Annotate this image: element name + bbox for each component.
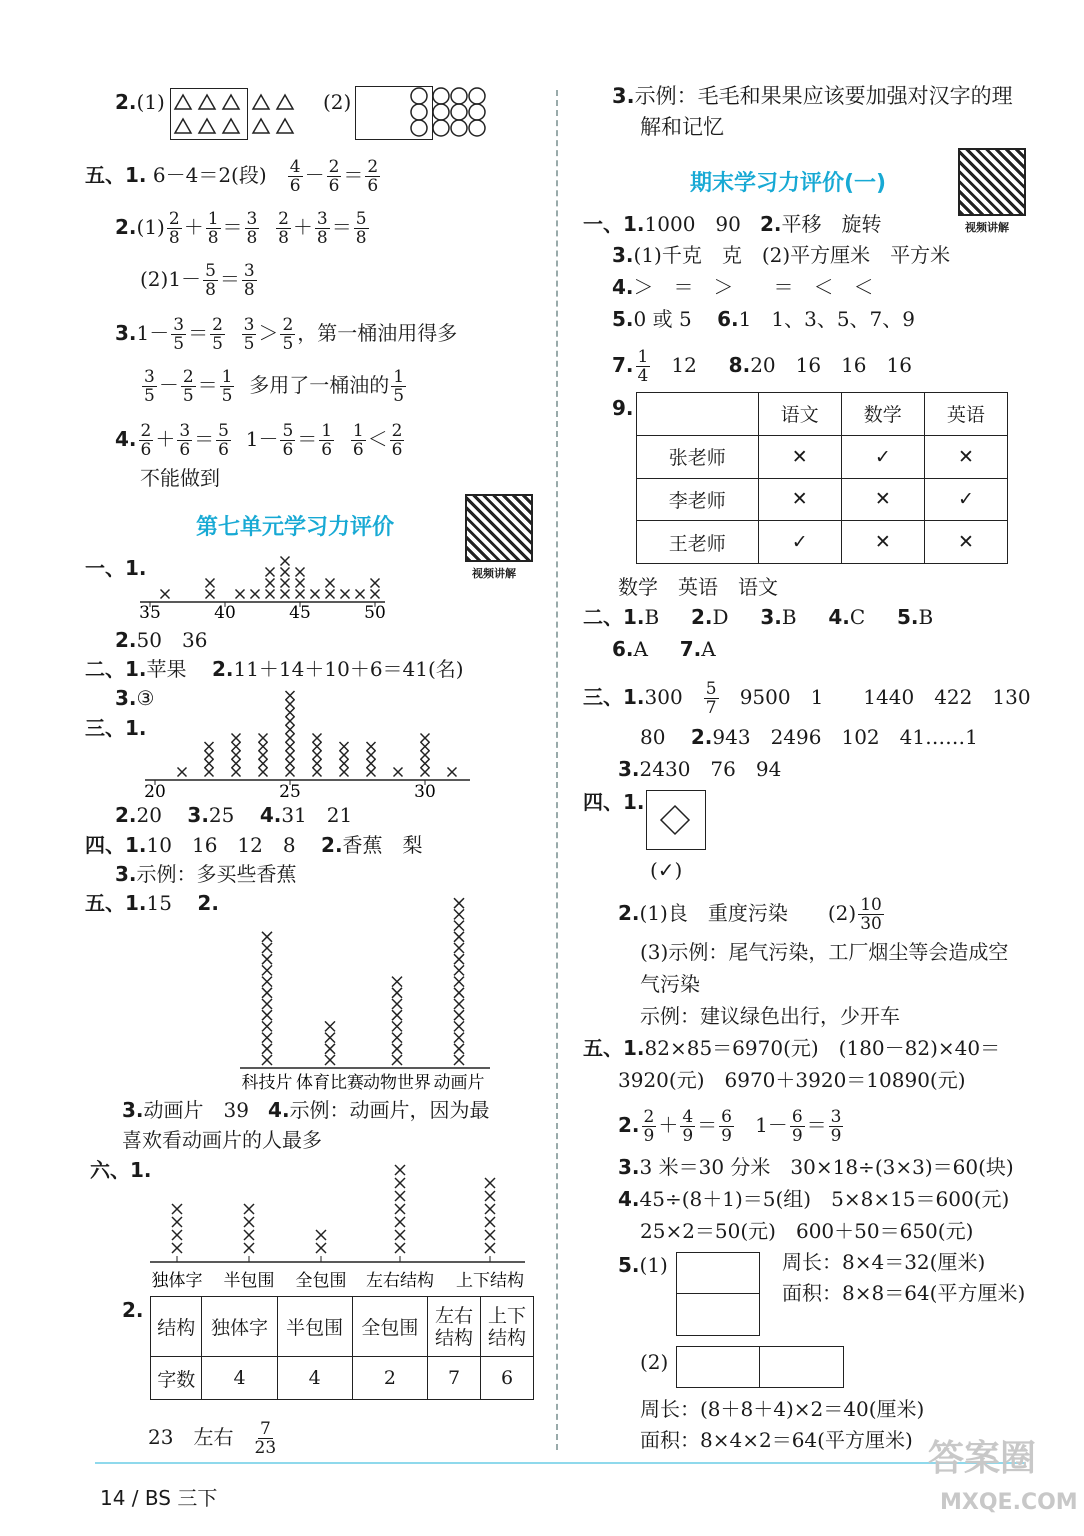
- fraction: $\frac{3}{9}$: [830, 1107, 842, 1146]
- answer-text: 苹果: [146, 657, 187, 681]
- fraction: $\frac{3}{8}$: [243, 261, 255, 300]
- answer-text: 喜欢看动画片的人最多: [122, 1128, 322, 1152]
- question-number: 2.: [211, 657, 234, 681]
- table-header: 英语: [924, 393, 1007, 436]
- answer-text: 1－: [136, 321, 170, 345]
- category-label: 半包围: [223, 1271, 275, 1291]
- question-number: 4.: [259, 803, 282, 827]
- answer-text: 解和记忆: [640, 115, 724, 139]
- answer-line: 3.1－ $\frac{3}{5}$ ＝ $\frac{2}{5}$ $\frac{3}{5}$ ＞ $\frac{2}{5}$ ，第一桶油用得多: [115, 315, 458, 354]
- watermark-logo: 答案圈: [928, 1438, 1037, 1479]
- answer-text: 示例：多买些香蕉: [136, 862, 297, 886]
- table-cell: ✕: [758, 478, 841, 521]
- fraction: $\frac{1}{4}$: [637, 347, 649, 386]
- question-number: 3.: [612, 84, 635, 108]
- table-header: 语文: [758, 393, 841, 436]
- question-number: 3.: [187, 803, 209, 827]
- answer-text: 300: [644, 685, 683, 709]
- tick-label: 25: [279, 782, 301, 802]
- answer-text: A: [633, 637, 648, 661]
- table-cell: ✕: [924, 521, 1007, 564]
- part-label: (2): [640, 1350, 669, 1374]
- section-heading: 第七单元学习力评价: [196, 515, 395, 540]
- tick-label: 50: [364, 603, 386, 623]
- fraction: $\frac{2}{5}$: [182, 367, 194, 406]
- question-number: 2.: [759, 212, 782, 236]
- fraction: $\frac{4}{6}$: [289, 157, 301, 196]
- section-number-label: 三、1.: [85, 716, 147, 740]
- question-number: 4.: [115, 427, 137, 451]
- category-label: 上下结构: [456, 1271, 524, 1291]
- answer-text: 23 左右: [148, 1425, 234, 1449]
- section-number: 一、1.: [583, 212, 645, 236]
- answer-text: (3)示例：尾气污染，工厂烟尘等会造成空: [640, 940, 1009, 964]
- fraction: $\frac{1}{5}$: [393, 367, 405, 406]
- answer-text: 周长：8×4＝32(厘米): [782, 1250, 986, 1274]
- question-number: 2.: [115, 90, 137, 114]
- answer-text: ③: [136, 686, 155, 710]
- question-number: 4.: [618, 1187, 640, 1211]
- table-header: 结构: [151, 1297, 202, 1357]
- fraction: $\frac{5}{8}$: [355, 209, 367, 248]
- tick-label: 20: [144, 782, 166, 802]
- section-number-label: 六、1.: [90, 1158, 152, 1182]
- question-number: 4.: [612, 275, 634, 299]
- section-number: 三、1.: [583, 685, 645, 709]
- fraction: $\frac{2}{5}$: [212, 315, 223, 354]
- qr-caption: 视频讲解: [472, 567, 516, 580]
- fraction: $\frac{7}{23}$: [254, 1419, 277, 1458]
- question-number: 5.: [897, 605, 919, 629]
- fraction: $\frac{2}{9}$: [643, 1107, 655, 1146]
- section-number: 二、1.: [583, 605, 645, 629]
- answer-text: 周长：(8＋8＋4)×2＝40(厘米): [640, 1397, 925, 1421]
- section-number-label: 一、1.: [85, 556, 147, 580]
- table-cell: 2: [352, 1357, 427, 1400]
- section-number: 二、1.: [85, 657, 147, 681]
- fraction: $\frac{4}{9}$: [682, 1107, 694, 1146]
- fraction: $\frac{3}{5}$: [243, 315, 255, 354]
- table-header: 全包围: [352, 1297, 427, 1357]
- answer-line: $\frac{3}{5}$ － $\frac{2}{5}$ ＝ $\frac{1}{5}$ 多用了一桶油的 $\frac{1}{5}$: [144, 367, 405, 406]
- question-number: 3.: [760, 605, 782, 629]
- question-number: 7.: [612, 353, 634, 377]
- fraction: $\frac{2}{6}$: [328, 157, 340, 196]
- fraction: $\frac{1}{8}$: [207, 209, 219, 248]
- question-number: 3.: [115, 321, 137, 345]
- category-label: 左右结构: [366, 1271, 434, 1291]
- answer-text: 50 36: [136, 628, 208, 652]
- fraction: $\frac{1}{5}$: [221, 367, 233, 406]
- tick-label: 35: [139, 603, 161, 623]
- category-label: 独体字: [151, 1271, 203, 1291]
- table-cell: ✕: [758, 435, 841, 478]
- question-number: 6.: [612, 637, 634, 661]
- part-label: (1): [136, 90, 165, 114]
- table-cell: 王老师: [637, 521, 759, 564]
- question-number: 2.: [197, 891, 219, 915]
- answer-text: 15: [146, 891, 172, 915]
- fraction: $\frac{2}{5}$: [282, 315, 294, 354]
- answer-text: ＞ ＝ ＞ ＝ ＜ ＜: [633, 275, 874, 299]
- question-number: 3.: [612, 243, 634, 267]
- question-number: 7.: [679, 637, 702, 661]
- table-header: 独体字: [202, 1297, 277, 1357]
- question-number-label: 2.: [122, 1298, 144, 1322]
- answer-line: [618, 896, 886, 933]
- question-number: 3.: [618, 757, 640, 781]
- question-number: 3.: [122, 1098, 144, 1122]
- answer-text: 示例：动画片，因为最: [289, 1098, 490, 1122]
- question-number: 2.: [115, 628, 137, 652]
- fraction: $\frac{5}{6}$: [218, 421, 229, 460]
- tick-label: 30: [414, 782, 436, 802]
- fraction: $\frac{2}{6}$: [367, 157, 379, 196]
- table-cell: 张老师: [637, 435, 759, 478]
- table-header: 半包围: [277, 1297, 352, 1357]
- answer-line: 2. $\frac{2}{9}$ ＋ $\frac{4}{9}$ ＝ $\frac{6}{9}$ 1－ $\frac{6}{9}$ ＝ $\frac{3}{9}$: [618, 1107, 842, 1146]
- question-number: 3.: [618, 1155, 640, 1179]
- answer-text: 动画片 39: [143, 1098, 249, 1122]
- section-number: 五、1.: [583, 1036, 645, 1060]
- question-number-label: 9.: [612, 396, 634, 420]
- answer-text: A: [701, 637, 716, 661]
- part-label: (1): [136, 215, 165, 239]
- table-cell: ✕: [841, 478, 924, 521]
- fraction: $\frac{6}{9}$: [721, 1107, 732, 1146]
- question-number: 2.: [321, 833, 343, 857]
- answer-text: 20 16 16 16: [750, 353, 912, 377]
- question-number: 3.: [115, 686, 137, 710]
- answer-text: B: [644, 605, 660, 629]
- section-heading: 期末学习力评价(一): [690, 171, 887, 196]
- answer-text: 示例：毛毛和果果应该要加强对汉字的理: [634, 84, 1013, 108]
- answer-text: 平移 旋转: [781, 212, 882, 236]
- answer-text: 2430 76 94: [639, 757, 782, 781]
- fraction: $\frac{6}{9}$: [791, 1107, 803, 1146]
- answer-text: B: [918, 605, 934, 629]
- answer-line: 2.(1) $\frac{2}{8}$ ＋ $\frac{1}{8}$ ＝ $\frac{3}{8}$ $\frac{2}{8}$ ＋ $\frac{3}{8}$ ＝ $\frac{5}{8}$: [115, 209, 367, 248]
- fraction: $\frac{10}{30}$: [860, 895, 882, 934]
- question-number: 2.: [690, 725, 713, 749]
- answer-text: B: [781, 605, 797, 629]
- fraction: $\frac{3}{8}$: [316, 209, 328, 248]
- answer-text: (2)1－: [140, 267, 202, 291]
- square-midline: [676, 1293, 760, 1294]
- table-cell: 4: [277, 1357, 352, 1400]
- question-number: 2.: [618, 901, 640, 925]
- section-number: 五、1.: [85, 891, 147, 915]
- answer-text: D: [712, 605, 729, 629]
- question-number: 4.: [268, 1098, 290, 1122]
- answer-text: 1 1、3、5、7、9: [738, 307, 915, 331]
- fraction: $\frac{2}{6}$: [391, 421, 403, 460]
- answer-text: 10 16 12 8: [146, 833, 296, 857]
- table-cell: ✓: [924, 478, 1007, 521]
- question-number: 2.: [691, 605, 713, 629]
- question-number: 4.: [828, 605, 850, 629]
- answer-text: 9500 1 1440 422 130: [739, 685, 1031, 709]
- fraction: $\frac{2}{8}$: [278, 209, 289, 248]
- fraction: $\frac{1}{6}$: [321, 421, 333, 460]
- fraction: $\frac{3}{5}$: [173, 315, 185, 354]
- question-number: 2.: [618, 1113, 640, 1137]
- answer-text: 香蕉 梨: [342, 833, 423, 857]
- answer-text: 3 米＝30 分米 30×18÷(3×3)＝60(块): [639, 1155, 1014, 1179]
- watermark-url: MXQE.COM: [940, 1490, 1078, 1515]
- fraction: $\frac{1}{6}$: [352, 421, 364, 460]
- table-cell: 6: [481, 1357, 534, 1400]
- answer-text: 12: [671, 353, 697, 377]
- question-number: 5.: [618, 1253, 640, 1277]
- page-number: 14 / BS 三下: [100, 1486, 218, 1510]
- answer-text: 0 或 5: [633, 307, 692, 331]
- rectangle-diagram: [676, 1346, 844, 1388]
- table-cell: 7: [428, 1357, 481, 1400]
- answer-text: 25×2＝50(元) 600＋50＝650(元): [640, 1219, 974, 1243]
- answer-line: [618, 1155, 1014, 1179]
- answer-text: 45÷(8＋1)＝5(组) 5×8×15＝600(元): [639, 1187, 1010, 1211]
- answer-text: 面积：8×8＝64(平方厘米): [782, 1281, 1026, 1305]
- question-number: 6.: [717, 307, 739, 331]
- answer-text: 943 2496 102 41……1: [712, 725, 978, 749]
- answer-text: 3920(元) 6970＋3920＝10890(元): [618, 1068, 966, 1092]
- fraction: $\frac{2}{8}$: [168, 209, 180, 248]
- answer-line: [618, 1187, 1009, 1211]
- answer-text: 1－: [245, 427, 279, 451]
- answer-text: 1－: [755, 1113, 788, 1137]
- table-header: 数学: [841, 393, 924, 436]
- answer-text: C: [849, 605, 866, 629]
- answer-text: 气污染: [640, 972, 700, 996]
- question-number: 5.: [612, 307, 634, 331]
- answer-line: 五、1. 6－4＝2(段) $\frac{4}{6}$ － $\frac{2}{6}$ ＝ $\frac{2}{6}$: [85, 157, 379, 196]
- table-cell: 李老师: [637, 478, 759, 521]
- answer-text: (1)千克 克 (2)平方厘米 平方米: [633, 243, 951, 267]
- answer-text: 示例：建议绿色出行，少开车: [640, 1004, 900, 1028]
- square-diagram: [676, 1252, 760, 1336]
- table-cell: 字数: [151, 1357, 202, 1400]
- answer-line: (2)1－ $\frac{5}{8}$ ＝ $\frac{3}{8}$: [140, 261, 255, 300]
- question-number: 3.: [115, 862, 137, 886]
- answer-text: 25: [208, 803, 235, 827]
- answer-text: ，第一桶油用得多: [297, 321, 458, 345]
- answer-text: 1000 90: [644, 212, 741, 236]
- category-label: 科技片: [241, 1073, 293, 1093]
- answer-text: 11＋14＋10＋6＝41(名): [233, 657, 464, 681]
- answer-text: 6－4＝2(段): [152, 163, 267, 187]
- section-number: 四、1.: [85, 833, 147, 857]
- table-cell: ✕: [924, 435, 1007, 478]
- fraction: $\frac{5}{7}$: [705, 679, 717, 718]
- qr-caption: 视频讲解: [965, 221, 1009, 234]
- section-number: 五、1.: [85, 163, 147, 187]
- answer-text: 82×85＝6970(元) (180－82)×40＝: [644, 1036, 1001, 1060]
- category-label: 全包围: [295, 1271, 347, 1291]
- tick-label: 45: [289, 603, 311, 623]
- question-number: 8.: [728, 353, 751, 377]
- table-cell: ✓: [841, 435, 924, 478]
- answer-text: 20: [136, 803, 162, 827]
- table-cell: ✓: [758, 521, 841, 564]
- category-label: 动物世界: [363, 1073, 431, 1093]
- part-label: (1): [639, 1253, 668, 1277]
- table-cell: 4: [202, 1357, 277, 1400]
- fraction: $\frac{3}{5}$: [144, 367, 155, 406]
- answer-text: 多用了一桶油的: [249, 373, 390, 397]
- category-label: 体育比赛: [296, 1073, 364, 1093]
- answer-text: 31 21: [281, 803, 353, 827]
- footer-rule: [95, 1462, 1025, 1464]
- answer-text: 面积：8×4×2＝64(平方厘米): [640, 1428, 913, 1452]
- fraction: $\frac{2}{6}$: [140, 421, 152, 460]
- answer-text: 数学 英语 语文: [618, 575, 778, 599]
- rectangle-midline: [759, 1346, 760, 1388]
- check-mark: (✓): [650, 858, 683, 882]
- category-label: 动画片: [433, 1073, 485, 1093]
- table-header: 上下结构: [481, 1297, 534, 1357]
- answer-line: [583, 1036, 1000, 1060]
- fraction: $\frac{3}{6}$: [179, 421, 191, 460]
- part-label: (2): [323, 90, 352, 114]
- answer-text: 80: [640, 725, 666, 749]
- question-number: 2.: [115, 803, 137, 827]
- table-cell: ✕: [841, 521, 924, 564]
- answer-line: [618, 1253, 668, 1277]
- fraction: $\frac{5}{8}$: [205, 261, 216, 300]
- answer-text: 不能做到: [140, 466, 220, 490]
- question-number: 2.: [115, 215, 137, 239]
- table-header: 左右结构: [428, 1297, 481, 1357]
- answer-text: (1)良 重度污染 (2): [639, 901, 857, 925]
- answer-line: 4. $\frac{2}{6}$ ＋ $\frac{3}{6}$ ＝ $\frac{5}{6}$ 1－ $\frac{5}{6}$ ＝ $\frac{1}{6}$ $\frac{1}{6}$ ＜ $\frac{2}{6}$: [115, 421, 403, 460]
- fraction: $\frac{5}{6}$: [282, 421, 294, 460]
- section-number-label: 四、1.: [583, 790, 645, 814]
- fraction: $\frac{3}{8}$: [246, 209, 258, 248]
- tick-label: 40: [214, 603, 236, 623]
